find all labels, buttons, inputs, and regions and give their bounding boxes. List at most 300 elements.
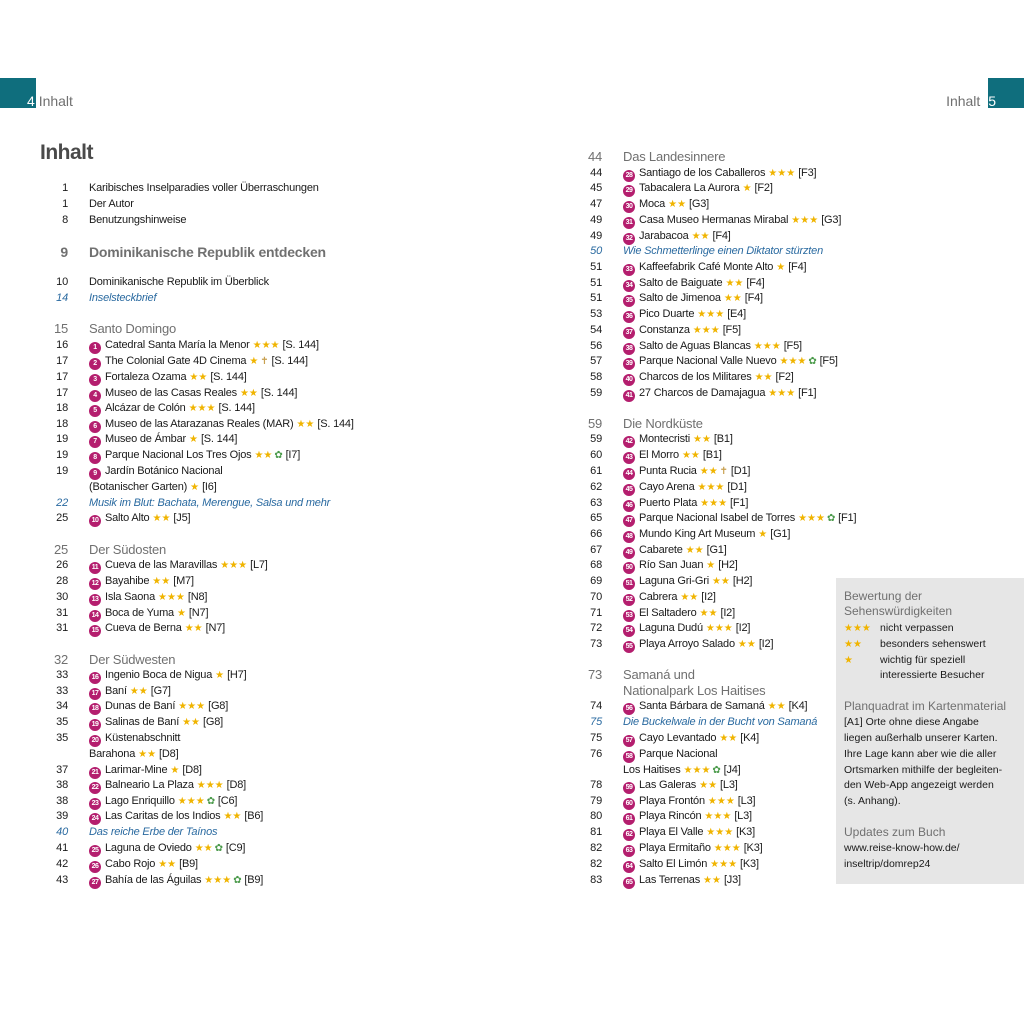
entry-title: Dominikanische Republik im Überblick: [89, 276, 269, 288]
rating-stars-icon: ★★★: [252, 340, 280, 351]
poi-number-badge: 4: [89, 390, 101, 402]
page-number: 49: [590, 230, 602, 242]
entry-title: Benutzungshinweise: [89, 214, 187, 226]
page-number: 63: [590, 497, 602, 509]
poi-number-badge: 9: [89, 468, 101, 480]
page-number: 34: [56, 700, 68, 712]
rating-stars-icon: ★★★: [177, 796, 205, 807]
entry-text[interactable]: [89, 652, 175, 667]
entry-text[interactable]: [623, 370, 794, 386]
rating-stars-icon: ★★: [182, 717, 200, 728]
page-number: 35: [56, 716, 68, 728]
page-number: 73: [590, 638, 602, 650]
page-number: 67: [590, 544, 602, 556]
entry-title: Las Caritas de los Indios: [105, 810, 221, 822]
entry-title: Santa Bárbara de Samaná: [639, 700, 765, 712]
rating-stars-icon: ★: [176, 608, 186, 619]
poi-number-badge: 39: [623, 358, 635, 370]
rating-stars-icon: ★★★: [204, 875, 232, 886]
map-grid-ref: [S. 144]: [200, 433, 238, 445]
rating-stars-icon: ★★★: [768, 168, 796, 179]
map-grid-ref: [G7]: [150, 685, 171, 697]
poi-number-badge: 2: [89, 358, 101, 370]
entry-title: Cayo Levantado: [639, 732, 717, 744]
rating-stars-icon: ★★★: [768, 388, 796, 399]
page-number: 31: [56, 607, 68, 619]
entry-text[interactable]: [623, 715, 817, 730]
map-grid-ref: [S. 144]: [260, 387, 298, 399]
entry-title: Santiago de los Caballeros: [639, 167, 766, 179]
entry-title: Dunas de Baní: [105, 700, 176, 712]
nature-icon: ✿: [214, 843, 223, 854]
page-number: 39: [56, 810, 68, 822]
page-number: 75: [590, 732, 602, 744]
entry-text[interactable]: [623, 307, 746, 323]
entry-title: Casa Museo Hermanas Mirabal: [639, 214, 789, 226]
entry-title: Boca de Yuma: [105, 607, 174, 619]
rating-stars-icon: ★★: [711, 576, 730, 587]
page-number: 26: [56, 559, 68, 571]
map-grid-ref: [S. 144]: [282, 339, 319, 351]
poi-number-badge: 38: [623, 343, 635, 355]
running-header-right: [946, 93, 996, 109]
page-number: 56: [590, 340, 602, 352]
page-number: 49: [590, 214, 602, 226]
page-number: 47: [590, 198, 602, 210]
page-number: 28: [56, 575, 68, 587]
rating-stars-icon: ★★: [719, 733, 738, 744]
map-grid-ref: [S. 144]: [218, 402, 255, 414]
rating-stars-icon: ★★★: [700, 498, 728, 509]
entry-text[interactable]: [89, 684, 171, 700]
poi-number-badge: 21: [89, 767, 101, 779]
page-number: 75: [590, 716, 602, 728]
entry-text[interactable]: [623, 276, 765, 292]
poi-number-badge: 6: [89, 421, 101, 433]
rating-stars-icon: ★★★: [704, 811, 732, 822]
poi-number-badge: 35: [623, 295, 635, 307]
entry-text[interactable]: [623, 213, 841, 229]
entry-text[interactable]: [623, 606, 735, 622]
entry-text[interactable]: [623, 527, 790, 543]
rating-stars-icon: ★★: [152, 513, 171, 524]
rating-heading: Bewertung der: [844, 589, 923, 603]
entry-title: Kaffeefabrik Café Monte Alto: [639, 261, 774, 273]
entry-title: Parque Nacional Los Tres Ojos: [105, 449, 252, 461]
entry-text[interactable]: [89, 401, 255, 417]
map-grid-ref: [F4]: [788, 261, 807, 273]
map-grid-ref: [G8]: [203, 716, 223, 728]
entry-title: Der Autor: [89, 198, 134, 210]
map-grid-ref: [I2]: [735, 622, 751, 634]
entry-title: Die Nordküste: [623, 416, 703, 431]
entry-title: Küstenabschnitt: [105, 732, 181, 744]
page-number: 69: [590, 575, 602, 587]
poi-number-badge: 59: [623, 782, 635, 794]
entry-text[interactable]: [623, 448, 722, 464]
entry-text[interactable]: [623, 480, 747, 496]
entry-text[interactable]: [623, 699, 807, 715]
page-number: 59: [590, 433, 602, 445]
rating-stars-icon: ★★★: [753, 341, 781, 352]
page-number: 73: [587, 667, 602, 682]
poi-number-badge: 17: [89, 688, 101, 700]
page-number: 1: [62, 198, 68, 210]
entry-text[interactable]: [623, 244, 823, 259]
poi-number-badge: 14: [89, 610, 101, 622]
page-number: 71: [590, 607, 602, 619]
map-grid-ref: [S. 144]: [210, 371, 247, 383]
poi-number-badge: 34: [623, 280, 635, 292]
running-header-left: [27, 93, 73, 109]
poi-number-badge: 47: [623, 515, 635, 527]
poi-number-badge: 42: [623, 436, 635, 448]
entry-title: Charcos de los Militares: [639, 371, 752, 383]
entry-title: Wie Schmetterlinge einen Diktator stürzten: [623, 245, 823, 257]
grid-text-line: Ihre Lage kann aber wie die aller: [844, 748, 997, 760]
entry-text[interactable]: [623, 558, 738, 574]
poi-number-badge: 65: [623, 877, 635, 889]
rating-stars-icon: ★★★: [779, 356, 807, 367]
map-grid-ref: [J4]: [723, 764, 741, 776]
updates-heading: Updates zum Buch: [844, 825, 946, 839]
rating-stars-icon: ★: [706, 560, 716, 571]
page-number: 51: [590, 261, 602, 273]
entry-text[interactable]: [623, 181, 773, 197]
entry-title: Parque Nacional Valle Nuevo: [639, 355, 777, 367]
entry-title: Catedral Santa María la Menor: [105, 339, 250, 351]
page-number-right: 5: [988, 93, 996, 109]
poi-number-badge: 15: [89, 625, 101, 637]
poi-number-badge: 60: [623, 798, 635, 810]
entry-title: Dominikanische Republik entdecken: [89, 244, 326, 260]
poi-number-badge: 62: [623, 829, 635, 841]
page-number: 66: [590, 528, 602, 540]
poi-number-badge: 18: [89, 703, 101, 715]
entry-text[interactable]: [623, 354, 838, 370]
rating-stars-icon: ★: [742, 183, 752, 194]
entry-title: Laguna Dudú: [639, 622, 703, 634]
page-number: 18: [56, 418, 68, 430]
entry-text[interactable]: [623, 323, 741, 339]
entry-title: Baní: [105, 685, 127, 697]
page-number: 59: [590, 387, 602, 399]
entry-text[interactable]: [623, 667, 695, 682]
poi-number-badge: 36: [623, 311, 635, 323]
entry-title: Museo de las Casas Reales: [105, 387, 237, 399]
poi-number-badge: 54: [623, 625, 635, 637]
page-number: 10: [56, 276, 68, 288]
special-icon: ✝: [719, 466, 728, 477]
grid-text-line: den Web-App angezeigt werden: [844, 779, 994, 791]
page-number: 72: [590, 622, 602, 634]
entry-text[interactable]: [623, 543, 727, 559]
rating-stars-icon: ★: [776, 262, 786, 273]
poi-number-badge: 22: [89, 782, 101, 794]
map-grid-ref: [B6]: [244, 810, 264, 822]
page-number: 82: [590, 858, 602, 870]
map-grid-ref: [F4]: [746, 277, 765, 289]
map-grid-ref: [H7]: [227, 669, 247, 681]
page-number-left: 4: [27, 93, 35, 109]
poi-number-badge: 45: [623, 484, 635, 496]
entry-text[interactable]: [623, 574, 752, 590]
entry-text[interactable]: [623, 511, 856, 527]
rating-stars-icon: ★★★: [692, 325, 720, 336]
entry-title: Samaná und: [623, 667, 695, 682]
rating-stars-icon: ★★★: [178, 701, 206, 712]
map-grid-ref: [I2]: [701, 591, 716, 603]
page-number: 78: [590, 779, 602, 791]
nature-icon: ✿: [712, 765, 721, 776]
rating-stars-icon: ★★: [158, 859, 177, 870]
entry-title: Salto de Baiguate: [639, 277, 723, 289]
entry-title: Cayo Arena: [639, 481, 695, 493]
rating-stars-icon: ★★★: [683, 765, 711, 776]
poi-number-badge: 56: [623, 703, 635, 715]
entry-text[interactable]: [623, 763, 741, 778]
entry-text[interactable]: [623, 166, 816, 182]
rating-stars-icon: ★★: [138, 749, 157, 760]
nature-icon: ✿: [274, 450, 283, 461]
entry-title: Cabrera: [639, 591, 678, 603]
poi-number-badge: 32: [623, 233, 635, 245]
page-number: 62: [590, 481, 602, 493]
map-grid-ref: [M7]: [173, 575, 194, 587]
page-number: 16: [56, 339, 68, 351]
poi-number-badge: 20: [89, 735, 101, 747]
page-number: 41: [56, 842, 68, 854]
rating-stars-icon: ★★★: [157, 592, 185, 603]
poi-number-badge: 52: [623, 594, 635, 606]
page-number: 30: [56, 591, 68, 603]
page-number: 59: [587, 416, 602, 431]
entry-title: Las Galeras: [639, 779, 697, 791]
entry-text[interactable]: [623, 386, 816, 402]
entry-title: Parque Nacional Isabel de Torres: [639, 512, 796, 524]
entry-title: El Morro: [639, 449, 679, 461]
entry-text[interactable]: [623, 825, 755, 841]
entry-title: Salto de Jimenoa: [639, 292, 721, 304]
entry-title: Larimar-Mine: [105, 764, 168, 776]
entry-title: Salto El Limón: [639, 858, 708, 870]
entry-title: Bahía de las Águilas: [105, 874, 202, 886]
map-grid-ref: [N7]: [188, 607, 209, 619]
map-grid-ref: [N8]: [187, 591, 208, 603]
page-number: 35: [56, 732, 68, 744]
map-grid-ref: [S. 144]: [317, 418, 354, 430]
page-number: 76: [590, 748, 602, 760]
entry-text[interactable]: [623, 621, 750, 637]
rating-stars-icon: ★★★: [705, 623, 733, 634]
entry-text[interactable]: [623, 731, 759, 747]
poi-number-badge: 46: [623, 500, 635, 512]
rating-stars-icon: ★★★: [713, 843, 741, 854]
rating-stars-icon: ★★★: [706, 827, 734, 838]
poi-number-badge: 13: [89, 594, 101, 606]
poi-number-badge: 61: [623, 813, 635, 825]
rating-label-1-cont: interessierte Besucher: [880, 669, 985, 681]
entry-text[interactable]: [623, 747, 717, 763]
entry-title: Barahona: [89, 748, 136, 760]
map-grid-ref: [F5]: [722, 324, 741, 336]
entry-text[interactable]: [623, 637, 773, 653]
page-number: 40: [56, 826, 68, 838]
entry-text[interactable]: [623, 841, 762, 857]
poi-number-badge: 31: [623, 217, 635, 229]
page-number: 17: [56, 371, 68, 383]
map-grid-ref: [F1]: [730, 497, 749, 509]
map-grid-ref: [H2]: [732, 575, 753, 587]
map-grid-ref: [K3]: [740, 858, 759, 870]
entry-text[interactable]: [623, 873, 741, 889]
rating-stars-icon: ★★★: [710, 859, 738, 870]
page-number: 44: [590, 167, 602, 179]
poi-number-badge: 23: [89, 798, 101, 810]
grid-text-line: liegen außerhalb unserer Karten.: [844, 732, 998, 744]
rating-stars-icon: ★★★: [707, 796, 735, 807]
entry-title: Playa El Valle: [639, 826, 704, 838]
map-grid-ref: [L7]: [250, 559, 268, 571]
map-grid-ref: [B9]: [179, 858, 198, 870]
entry-title: Río San Juan: [639, 559, 704, 571]
entry-text[interactable]: [623, 809, 752, 825]
poi-number-badge: 41: [623, 390, 635, 402]
entry-title: Musik im Blut: Bachata, Merengue, Salsa und mehr: [89, 497, 331, 509]
rating-stars-icon: ★★★: [188, 403, 216, 414]
poi-number-badge: 19: [89, 719, 101, 731]
entry-title: Isla Saona: [105, 591, 155, 603]
page-number: 22: [56, 497, 68, 509]
entry-text[interactable]: [623, 683, 765, 698]
entry-title: Mundo King Art Museum: [639, 528, 756, 540]
page-number: 17: [56, 387, 68, 399]
poi-number-badge: 64: [623, 861, 635, 873]
header-label-left: Inhalt: [38, 93, 73, 109]
map-grid-ref: [G3]: [689, 198, 710, 210]
rating-stars-icon: ★★: [737, 639, 756, 650]
map-grid-ref: [F2]: [775, 371, 794, 383]
rating-stars-icon: ★★★: [220, 560, 248, 571]
rating-stars-icon: ★★: [723, 293, 742, 304]
grid-text-line: [A1] Orte ohne diese Angabe: [844, 716, 979, 728]
page-number: 65: [590, 512, 602, 524]
page-number: 42: [56, 858, 68, 870]
poi-number-badge: 24: [89, 813, 101, 825]
updates-link[interactable]: www.reise-know-how.de/: [844, 842, 960, 854]
entry-text[interactable]: [623, 197, 709, 213]
map-grid-ref: [C9]: [225, 842, 246, 854]
rating-stars-icon: ★★★: [196, 780, 224, 791]
rating-stars-icon: ★★: [668, 199, 687, 210]
rating-label-3: nicht verpassen: [880, 622, 954, 634]
poi-number-badge: 49: [623, 547, 635, 559]
rating-stars-icon: ★★: [691, 231, 710, 242]
poi-number-badge: 57: [623, 735, 635, 747]
entry-title: Los Haitises: [623, 764, 681, 776]
entry-title: Salinas de Baní: [105, 716, 180, 728]
entry-text[interactable]: [623, 339, 802, 355]
rating-stars-icon: ★★: [692, 434, 711, 445]
updates-link[interactable]: inseltrip/domrep24: [844, 858, 931, 870]
poi-number-badge: 27: [89, 877, 101, 889]
page-number: 33: [56, 685, 68, 697]
rating-stars-icon: ★★: [767, 701, 786, 712]
map-grid-ref: [D8]: [226, 779, 247, 791]
entry-text[interactable]: [623, 416, 703, 431]
page-number: 57: [590, 355, 602, 367]
entry-title: Inselsteckbrief: [89, 292, 157, 304]
rating-heading-2: Sehenswürdigkeiten: [844, 604, 953, 618]
rating-stars-icon: ★★: [699, 780, 718, 791]
page-number: 18: [56, 402, 68, 414]
entry-title: Jardín Botánico Nacional: [105, 465, 223, 477]
poi-number-badge: 7: [89, 436, 101, 448]
map-grid-ref: [G8]: [208, 700, 229, 712]
entry-text[interactable]: [623, 496, 748, 512]
map-grid-ref: [I2]: [720, 607, 735, 619]
poi-number-badge: 37: [623, 327, 635, 339]
page-number: 50: [590, 245, 602, 257]
rating-stars-icon: ★★: [754, 372, 773, 383]
page-number: 60: [590, 449, 602, 461]
entry-text[interactable]: [623, 857, 759, 873]
grid-text-line: Ortsmarken mithilfe der begleiten-: [844, 764, 1003, 776]
page-number: 33: [56, 669, 68, 681]
entry-title: (Botanischer Garten): [89, 481, 188, 493]
poi-number-badge: 48: [623, 531, 635, 543]
map-grid-ref: [F2]: [754, 182, 773, 194]
rating-stars-icon: ★: [188, 434, 198, 445]
rating-stars-icon: ★: [170, 765, 180, 776]
poi-number-badge: 25: [89, 845, 101, 857]
poi-number-badge: 40: [623, 374, 635, 386]
entry-title: Parque Nacional: [639, 748, 718, 760]
rating-stars-icon: ★: [249, 356, 259, 367]
entry-title: Das reiche Erbe der Taínos: [89, 826, 218, 838]
entry-title: Las Terrenas: [639, 874, 700, 886]
entry-text[interactable]: [623, 291, 763, 307]
page-number: 38: [56, 779, 68, 791]
header-label-right: Inhalt: [946, 93, 981, 109]
entry-title: Salto de Aguas Blancas: [639, 340, 751, 352]
entry-text[interactable]: [623, 432, 733, 448]
map-grid-ref: [B1]: [713, 433, 733, 445]
entry-text[interactable]: [623, 149, 725, 164]
page-number: 43: [56, 874, 68, 886]
entry-text[interactable]: [623, 229, 731, 245]
map-grid-ref: [L3]: [737, 795, 756, 807]
entry-text[interactable]: [623, 464, 750, 480]
map-grid-ref: [D1]: [730, 465, 751, 477]
poi-number-badge: 33: [623, 264, 635, 276]
rating-stars-icon: ★★: [699, 466, 718, 477]
map-grid-ref: [I7]: [285, 449, 301, 461]
entry-text[interactable]: [623, 778, 738, 794]
poi-number-badge: 11: [89, 562, 101, 574]
map-grid-ref: [B1]: [702, 449, 722, 461]
entry-text[interactable]: [623, 590, 716, 606]
map-grid-ref: [C6]: [217, 795, 238, 807]
entry-text[interactable]: [89, 763, 202, 779]
entry-title: Der Südosten: [89, 542, 167, 557]
entry-title: Die Buckelwale in der Bucht von Samaná: [623, 716, 818, 728]
page-number: 17: [56, 355, 68, 367]
entry-text[interactable]: [623, 794, 755, 810]
entry-text[interactable]: [623, 260, 806, 276]
entry-title: Fortaleza Ozama: [105, 371, 187, 383]
entry-title: Tabacalera La Aurora: [639, 182, 740, 194]
